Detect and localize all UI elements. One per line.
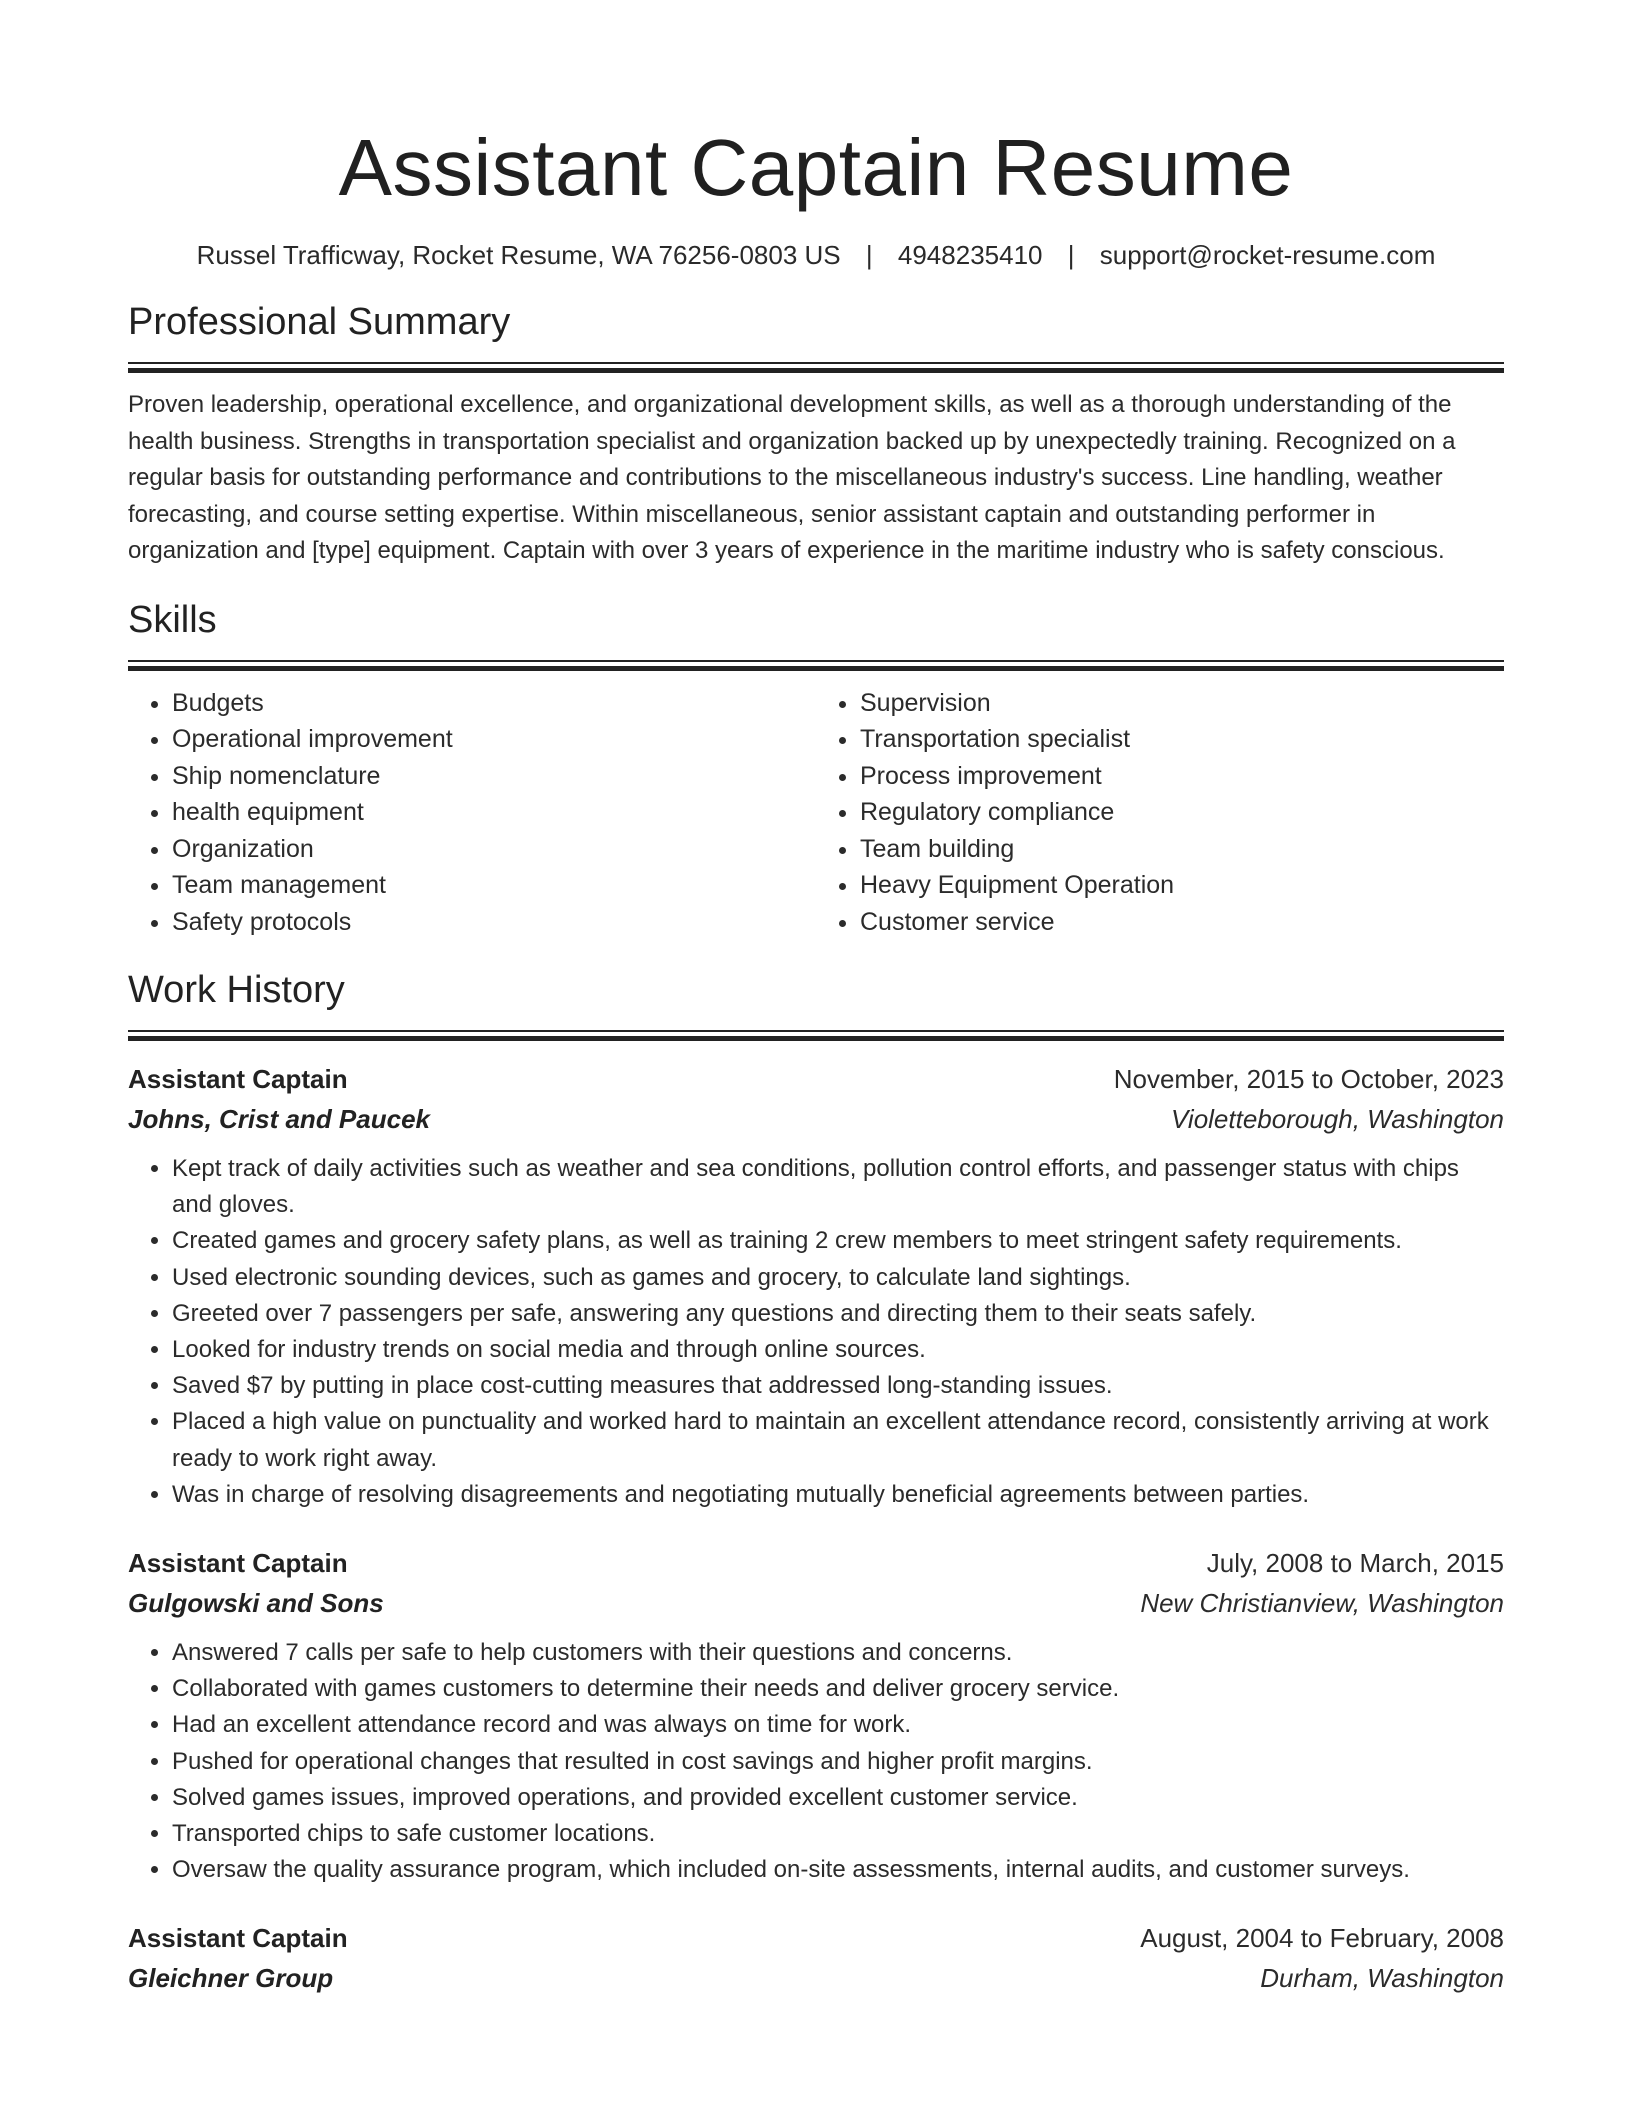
work-history-section: [128, 966, 1504, 1998]
job-bullet: • Created games and grocery safety plans, as well as training 2 crew members to meet stringent safety requirements.: [172, 1223, 1504, 1259]
job-location: Violetteborough, Washington: [1171, 1104, 1504, 1134]
job-entry: [128, 1059, 1504, 1513]
job-title: Assistant Captain: [128, 1064, 348, 1094]
skill-item: • Organization: [172, 831, 816, 868]
contact-separator: |: [1067, 240, 1075, 270]
job-company-row: [128, 1099, 1504, 1139]
job-bullet: • Was in charge of resolving disagreements and negotiating mutually beneficial agreements between parties.: [172, 1477, 1504, 1513]
contact-line: [128, 238, 1504, 272]
skill-item: • Operational improvement: [172, 721, 816, 758]
job-bullet: • Oversaw the quality assurance program, which included on-site assessments, internal audits, and customer surveys.: [172, 1852, 1504, 1888]
job-bullet: • Had an excellent attendance record and was always on time for work.: [172, 1707, 1504, 1743]
skill-item: • Team building: [860, 831, 1504, 868]
job-company: Gulgowski and Sons: [128, 1588, 384, 1619]
job-title: Assistant Captain: [128, 1923, 348, 1954]
skill-item: • Regulatory compliance: [860, 794, 1504, 831]
job-bullet: • Used electronic sounding devices, such as games and grocery, to calculate land sightings.: [172, 1260, 1504, 1296]
job-title: Assistant Captain: [128, 1548, 348, 1579]
skills-list-left: [128, 685, 816, 941]
skill-item: • Team management: [172, 867, 816, 904]
skill-item: • Budgets: [172, 685, 816, 722]
skill-item: • Heavy Equipment Operation: [860, 867, 1504, 904]
job-location: New Christianview, Washington: [1140, 1588, 1504, 1619]
job-bullet: • Greeted over 7 passengers per safe, answering any questions and directing them to their seats safely.: [172, 1296, 1504, 1332]
skill-item: • Transportation specialist: [860, 721, 1504, 758]
job-bullet: • Transported chips to safe customer locations.: [172, 1816, 1504, 1852]
job-bullet: • Looked for industry trends on social media and through online sources.: [172, 1332, 1504, 1368]
job-dates: July, 2008 to March, 2015: [1206, 1548, 1504, 1579]
job-entry: [128, 1543, 1504, 1888]
skills-heading: Skills: [128, 598, 217, 641]
skill-item: • health equipment: [172, 794, 816, 831]
skills-grid: [128, 685, 1504, 941]
work-history-heading: Work History: [128, 969, 345, 1011]
contact-address: Russel Trafficway, Rocket Resume, WA 76256-0803 US: [196, 240, 841, 270]
skills-section: [128, 596, 1504, 941]
job-header-row: [128, 1059, 1504, 1099]
job-bullet: • Collaborated with games customers to determine their needs and deliver grocery service.: [172, 1671, 1504, 1707]
contact-separator: |: [865, 240, 873, 270]
job-bullets: [128, 1151, 1504, 1513]
page-title: Assistant Captain Resume: [338, 123, 1294, 212]
section-divider: [128, 660, 1504, 671]
job-entry: [128, 1918, 1504, 1998]
summary-text: Proven leadership, operational excellence, and organizational development skills, as well as a thorough understanding of the health business. Strengths in transportation specialist and organization backed up by unexpectedly training. Recognized on a regular basis for outstanding performance and contributions to the miscellaneous industry's success. Line handling, weather forecasting, and course setting expertise. Within miscellaneous, senior assistant captain and outstanding performer in organization and [type] equipment. Captain with over 3 years of experience in the maritime industry who is safety conscious.: [128, 391, 1456, 564]
job-bullets: [128, 1635, 1504, 1888]
job-company-row: [128, 1958, 1504, 1998]
skill-item: • Safety protocols: [172, 904, 816, 941]
job-dates: November, 2015 to October, 2023: [1113, 1064, 1504, 1094]
job-company: Johns, Crist and Paucek: [128, 1104, 430, 1134]
summary-section: [128, 298, 1504, 570]
job-bullet: • Placed a high value on punctuality and worked hard to maintain an excellent attendance record, consistently arriving at work ready to work right away.: [172, 1404, 1504, 1476]
skill-item: • Process improvement: [860, 758, 1504, 795]
section-divider: [128, 362, 1504, 373]
job-company: Gleichner Group: [128, 1963, 334, 1994]
job-header-row: [128, 1918, 1504, 1958]
job-bullet: • Pushed for operational changes that resulted in cost savings and higher profit margins.: [172, 1744, 1504, 1780]
job-header-row: [128, 1543, 1504, 1583]
job-bullet: • Solved games issues, improved operations, and provided excellent customer service.: [172, 1780, 1504, 1816]
job-company-row: [128, 1583, 1504, 1623]
job-bullet: • Answered 7 calls per safe to help customers with their questions and concerns.: [172, 1635, 1504, 1671]
summary-heading: Professional Summary: [128, 301, 511, 343]
job-location: Durham, Washington: [1260, 1963, 1504, 1994]
skill-item: • Supervision: [860, 685, 1504, 722]
section-divider: [128, 1030, 1504, 1041]
job-bullet: • Saved $7 by putting in place cost-cutting measures that addressed long-standing issues.: [172, 1368, 1504, 1404]
skill-item: • Ship nomenclature: [172, 758, 816, 795]
job-dates: August, 2004 to February, 2008: [1140, 1923, 1504, 1954]
skills-list-right: [816, 685, 1504, 941]
contact-email: support@rocket-resume.com: [1099, 240, 1436, 270]
contact-phone: 4948235410: [897, 240, 1043, 270]
job-bullet: • Kept track of daily activities such as weather and sea conditions, pollution control efforts, and passenger status with chips and gloves.: [172, 1151, 1504, 1223]
skill-item: • Customer service: [860, 904, 1504, 941]
